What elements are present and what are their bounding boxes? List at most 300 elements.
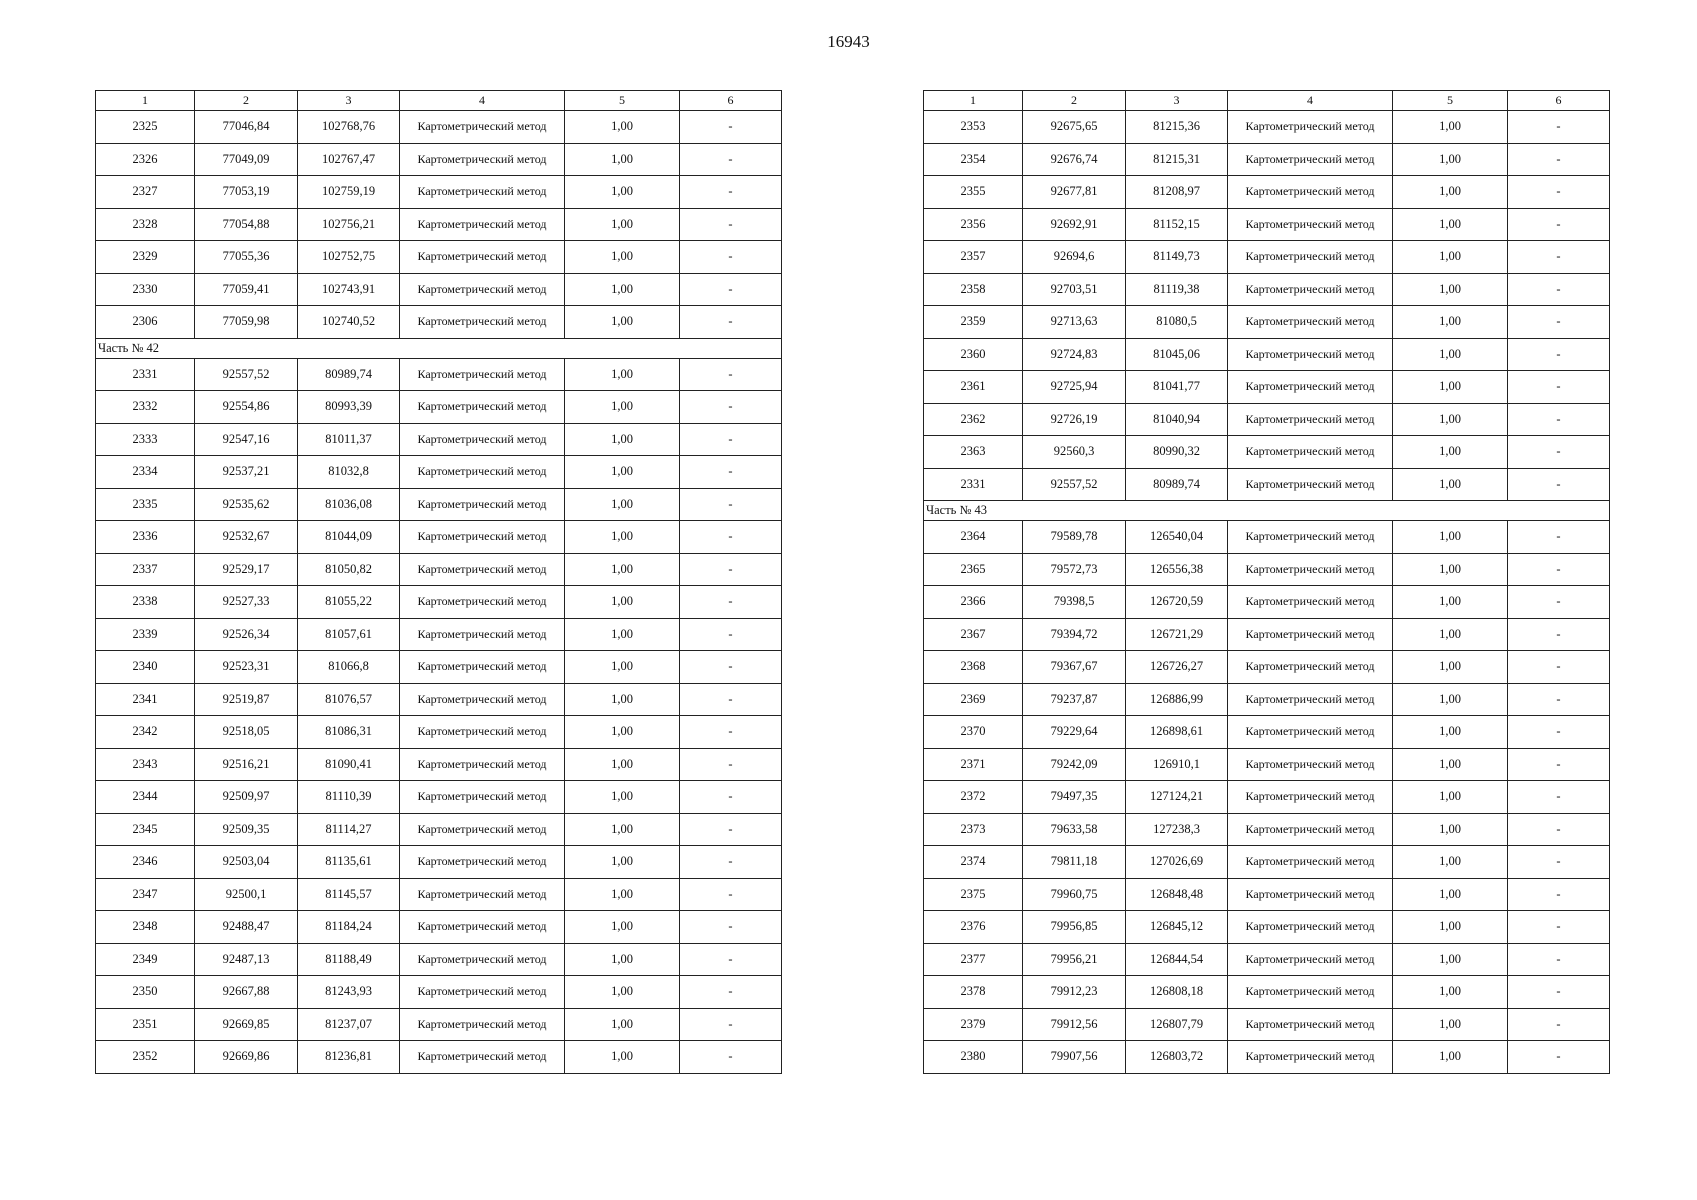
x-coordinate-cell: 92703,51 <box>1023 273 1126 306</box>
x-coordinate-cell: 92725,94 <box>1023 371 1126 404</box>
x-coordinate-cell: 92487,13 <box>195 943 298 976</box>
header-row <box>924 91 1610 111</box>
x-coordinate-cell: 92526,34 <box>195 618 298 651</box>
x-coordinate-cell: 92557,52 <box>195 358 298 391</box>
table-row <box>924 306 1610 339</box>
description-cell: - <box>680 521 782 554</box>
x-coordinate-cell: 92503,04 <box>195 846 298 879</box>
x-coordinate-cell: 92554,86 <box>195 391 298 424</box>
point-number-cell: 2369 <box>924 683 1023 716</box>
accuracy-cell: 1,00 <box>1393 241 1508 274</box>
method-cell: Картометрический метод <box>1228 878 1393 911</box>
x-coordinate-cell: 92677,81 <box>1023 176 1126 209</box>
table-row <box>96 911 782 944</box>
x-coordinate-cell: 92518,05 <box>195 716 298 749</box>
method-cell: Картометрический метод <box>400 878 565 911</box>
method-cell: Картометрический метод <box>1228 306 1393 339</box>
accuracy-cell: 1,00 <box>1393 1008 1508 1041</box>
description-cell: - <box>680 878 782 911</box>
x-coordinate-cell: 79497,35 <box>1023 781 1126 814</box>
point-number-cell: 2347 <box>96 878 195 911</box>
point-number-cell: 2337 <box>96 553 195 586</box>
point-number-cell: 2342 <box>96 716 195 749</box>
accuracy-cell: 1,00 <box>565 143 680 176</box>
table-row <box>924 468 1610 501</box>
x-coordinate-cell: 79956,85 <box>1023 911 1126 944</box>
y-coordinate-cell: 81045,06 <box>1126 338 1228 371</box>
table-row <box>96 781 782 814</box>
x-coordinate-cell: 77059,41 <box>195 273 298 306</box>
column-header: 3 <box>1126 91 1228 111</box>
table-row <box>96 813 782 846</box>
x-coordinate-cell: 79572,73 <box>1023 553 1126 586</box>
table-row <box>96 651 782 684</box>
method-cell: Картометрический метод <box>1228 781 1393 814</box>
y-coordinate-cell: 126540,04 <box>1126 521 1228 554</box>
method-cell: Картометрический метод <box>1228 553 1393 586</box>
table-row <box>96 1041 782 1074</box>
y-coordinate-cell: 81041,77 <box>1126 371 1228 404</box>
method-cell: Картометрический метод <box>1228 371 1393 404</box>
y-coordinate-cell: 127026,69 <box>1126 846 1228 879</box>
description-cell: - <box>680 1008 782 1041</box>
y-coordinate-cell: 81044,09 <box>298 521 400 554</box>
description-cell: - <box>680 391 782 424</box>
description-cell: - <box>1508 553 1610 586</box>
table-row <box>924 111 1610 144</box>
method-cell: Картометрический метод <box>1228 436 1393 469</box>
y-coordinate-cell: 81145,57 <box>298 878 400 911</box>
y-coordinate-cell: 102740,52 <box>298 306 400 339</box>
y-coordinate-cell: 126808,18 <box>1126 976 1228 1009</box>
x-coordinate-cell: 92509,35 <box>195 813 298 846</box>
method-cell: Картометрический метод <box>400 716 565 749</box>
method-cell: Картометрический метод <box>1228 521 1393 554</box>
y-coordinate-cell: 81086,31 <box>298 716 400 749</box>
description-cell: - <box>1508 1041 1610 1074</box>
accuracy-cell: 1,00 <box>565 553 680 586</box>
accuracy-cell: 1,00 <box>1393 306 1508 339</box>
accuracy-cell: 1,00 <box>1393 813 1508 846</box>
table-row <box>924 911 1610 944</box>
point-number-cell: 2326 <box>96 143 195 176</box>
x-coordinate-cell: 92532,67 <box>195 521 298 554</box>
point-number-cell: 2356 <box>924 208 1023 241</box>
point-number-cell: 2350 <box>96 976 195 1009</box>
accuracy-cell: 1,00 <box>565 273 680 306</box>
method-cell: Картометрический метод <box>1228 176 1393 209</box>
description-cell: - <box>680 683 782 716</box>
point-number-cell: 2365 <box>924 553 1023 586</box>
description-cell: - <box>1508 273 1610 306</box>
table-row <box>96 586 782 619</box>
point-number-cell: 2367 <box>924 618 1023 651</box>
accuracy-cell: 1,00 <box>1393 403 1508 436</box>
y-coordinate-cell: 81066,8 <box>298 651 400 684</box>
y-coordinate-cell: 80993,39 <box>298 391 400 424</box>
table-row <box>924 813 1610 846</box>
point-number-cell: 2359 <box>924 306 1023 339</box>
accuracy-cell: 1,00 <box>565 391 680 424</box>
point-number-cell: 2364 <box>924 521 1023 554</box>
method-cell: Картометрический метод <box>400 846 565 879</box>
x-coordinate-cell: 92713,63 <box>1023 306 1126 339</box>
y-coordinate-cell: 102768,76 <box>298 111 400 144</box>
point-number-cell: 2329 <box>96 241 195 274</box>
column-header: 4 <box>1228 91 1393 111</box>
method-cell: Картометрический метод <box>400 1041 565 1074</box>
accuracy-cell: 1,00 <box>1393 586 1508 619</box>
column-header: 5 <box>565 91 680 111</box>
accuracy-cell: 1,00 <box>565 586 680 619</box>
method-cell: Картометрический метод <box>1228 338 1393 371</box>
y-coordinate-cell: 126803,72 <box>1126 1041 1228 1074</box>
y-coordinate-cell: 81208,97 <box>1126 176 1228 209</box>
point-number-cell: 2354 <box>924 143 1023 176</box>
y-coordinate-cell: 126807,79 <box>1126 1008 1228 1041</box>
point-number-cell: 2306 <box>96 306 195 339</box>
method-cell: Картометрический метод <box>1228 846 1393 879</box>
point-number-cell: 2370 <box>924 716 1023 749</box>
y-coordinate-cell: 81188,49 <box>298 943 400 976</box>
accuracy-cell: 1,00 <box>1393 911 1508 944</box>
accuracy-cell: 1,00 <box>1393 651 1508 684</box>
table-row <box>96 176 782 209</box>
accuracy-cell: 1,00 <box>1393 468 1508 501</box>
description-cell: - <box>1508 208 1610 241</box>
section-label: Часть № 42 <box>96 338 782 358</box>
method-cell: Картометрический метод <box>400 143 565 176</box>
column-header: 1 <box>96 91 195 111</box>
accuracy-cell: 1,00 <box>565 813 680 846</box>
point-number-cell: 2339 <box>96 618 195 651</box>
description-cell: - <box>680 241 782 274</box>
point-number-cell: 2351 <box>96 1008 195 1041</box>
table-row <box>96 683 782 716</box>
column-header: 6 <box>680 91 782 111</box>
table-row <box>96 241 782 274</box>
method-cell: Картометрический метод <box>400 306 565 339</box>
point-number-cell: 2330 <box>96 273 195 306</box>
coordinates-table-left <box>95 90 782 1074</box>
y-coordinate-cell: 102752,75 <box>298 241 400 274</box>
y-coordinate-cell: 126720,59 <box>1126 586 1228 619</box>
accuracy-cell: 1,00 <box>565 878 680 911</box>
y-coordinate-cell: 126845,12 <box>1126 911 1228 944</box>
table-row <box>924 273 1610 306</box>
y-coordinate-cell: 102767,47 <box>298 143 400 176</box>
y-coordinate-cell: 81152,15 <box>1126 208 1228 241</box>
y-coordinate-cell: 126844,54 <box>1126 943 1228 976</box>
x-coordinate-cell: 92537,21 <box>195 456 298 489</box>
x-coordinate-cell: 92523,31 <box>195 651 298 684</box>
method-cell: Картометрический метод <box>400 553 565 586</box>
x-coordinate-cell: 79907,56 <box>1023 1041 1126 1074</box>
x-coordinate-cell: 92667,88 <box>195 976 298 1009</box>
table-row <box>924 371 1610 404</box>
x-coordinate-cell: 92529,17 <box>195 553 298 586</box>
method-cell: Картометрический метод <box>1228 468 1393 501</box>
x-coordinate-cell: 92692,91 <box>1023 208 1126 241</box>
table-row <box>924 143 1610 176</box>
x-coordinate-cell: 92694,6 <box>1023 241 1126 274</box>
description-cell: - <box>680 488 782 521</box>
description-cell: - <box>680 748 782 781</box>
table-row <box>96 553 782 586</box>
point-number-cell: 2341 <box>96 683 195 716</box>
y-coordinate-cell: 81090,41 <box>298 748 400 781</box>
method-cell: Картометрический метод <box>400 683 565 716</box>
point-number-cell: 2331 <box>96 358 195 391</box>
y-coordinate-cell: 126556,38 <box>1126 553 1228 586</box>
method-cell: Картометрический метод <box>400 618 565 651</box>
description-cell: - <box>1508 468 1610 501</box>
method-cell: Картометрический метод <box>1228 143 1393 176</box>
description-cell: - <box>1508 976 1610 1009</box>
table-row <box>96 273 782 306</box>
description-cell: - <box>1508 618 1610 651</box>
method-cell: Картометрический метод <box>1228 716 1393 749</box>
y-coordinate-cell: 81114,27 <box>298 813 400 846</box>
y-coordinate-cell: 81076,57 <box>298 683 400 716</box>
point-number-cell: 2331 <box>924 468 1023 501</box>
method-cell: Картометрический метод <box>1228 1008 1393 1041</box>
x-coordinate-cell: 79394,72 <box>1023 618 1126 651</box>
table-row <box>96 111 782 144</box>
description-cell: - <box>1508 176 1610 209</box>
table-row <box>924 748 1610 781</box>
x-coordinate-cell: 92669,86 <box>195 1041 298 1074</box>
description-cell: - <box>680 456 782 489</box>
description-cell: - <box>680 176 782 209</box>
table-row <box>96 488 782 521</box>
table-row <box>96 358 782 391</box>
description-cell: - <box>1508 241 1610 274</box>
x-coordinate-cell: 79242,09 <box>1023 748 1126 781</box>
table-row <box>924 553 1610 586</box>
point-number-cell: 2335 <box>96 488 195 521</box>
table-row <box>924 1041 1610 1074</box>
point-number-cell: 2376 <box>924 911 1023 944</box>
accuracy-cell: 1,00 <box>565 651 680 684</box>
method-cell: Картометрический метод <box>400 781 565 814</box>
table-row <box>96 143 782 176</box>
x-coordinate-cell: 92547,16 <box>195 423 298 456</box>
accuracy-cell: 1,00 <box>565 1041 680 1074</box>
y-coordinate-cell: 80989,74 <box>298 358 400 391</box>
point-number-cell: 2344 <box>96 781 195 814</box>
y-coordinate-cell: 81135,61 <box>298 846 400 879</box>
x-coordinate-cell: 92509,97 <box>195 781 298 814</box>
method-cell: Картометрический метод <box>1228 208 1393 241</box>
method-cell: Картометрический метод <box>1228 273 1393 306</box>
column-header: 2 <box>195 91 298 111</box>
point-number-cell: 2352 <box>96 1041 195 1074</box>
y-coordinate-cell: 80989,74 <box>1126 468 1228 501</box>
description-cell: - <box>680 358 782 391</box>
description-cell: - <box>1508 716 1610 749</box>
accuracy-cell: 1,00 <box>565 176 680 209</box>
y-coordinate-cell: 81057,61 <box>298 618 400 651</box>
point-number-cell: 2353 <box>924 111 1023 144</box>
accuracy-cell: 1,00 <box>565 456 680 489</box>
table-row <box>96 456 782 489</box>
point-number-cell: 2366 <box>924 586 1023 619</box>
accuracy-cell: 1,00 <box>565 488 680 521</box>
method-cell: Картометрический метод <box>400 208 565 241</box>
method-cell: Картометрический метод <box>1228 651 1393 684</box>
description-cell: - <box>1508 1008 1610 1041</box>
table-row <box>924 338 1610 371</box>
point-number-cell: 2338 <box>96 586 195 619</box>
point-number-cell: 2343 <box>96 748 195 781</box>
table-row <box>924 521 1610 554</box>
accuracy-cell: 1,00 <box>565 846 680 879</box>
column-header: 4 <box>400 91 565 111</box>
column-header: 1 <box>924 91 1023 111</box>
point-number-cell: 2355 <box>924 176 1023 209</box>
point-number-cell: 2349 <box>96 943 195 976</box>
accuracy-cell: 1,00 <box>565 683 680 716</box>
method-cell: Картометрический метод <box>1228 813 1393 846</box>
x-coordinate-cell: 92726,19 <box>1023 403 1126 436</box>
x-coordinate-cell: 77049,09 <box>195 143 298 176</box>
point-number-cell: 2332 <box>96 391 195 424</box>
x-coordinate-cell: 77055,36 <box>195 241 298 274</box>
x-coordinate-cell: 92675,65 <box>1023 111 1126 144</box>
table-row <box>96 423 782 456</box>
description-cell: - <box>680 976 782 1009</box>
accuracy-cell: 1,00 <box>565 911 680 944</box>
point-number-cell: 2378 <box>924 976 1023 1009</box>
method-cell: Картометрический метод <box>400 748 565 781</box>
table-row <box>924 618 1610 651</box>
point-number-cell: 2379 <box>924 1008 1023 1041</box>
accuracy-cell: 1,00 <box>565 423 680 456</box>
method-cell: Картометрический метод <box>400 423 565 456</box>
y-coordinate-cell: 126721,29 <box>1126 618 1228 651</box>
point-number-cell: 2340 <box>96 651 195 684</box>
point-number-cell: 2325 <box>96 111 195 144</box>
method-cell: Картометрический метод <box>400 813 565 846</box>
table-row <box>924 586 1610 619</box>
y-coordinate-cell: 126726,27 <box>1126 651 1228 684</box>
point-number-cell: 2346 <box>96 846 195 879</box>
table-row <box>96 716 782 749</box>
description-cell: - <box>680 306 782 339</box>
method-cell: Картометрический метод <box>1228 943 1393 976</box>
table-row <box>96 306 782 339</box>
description-cell: - <box>680 273 782 306</box>
table-row <box>96 391 782 424</box>
y-coordinate-cell: 81184,24 <box>298 911 400 944</box>
accuracy-cell: 1,00 <box>565 781 680 814</box>
y-coordinate-cell: 81237,07 <box>298 1008 400 1041</box>
description-cell: - <box>1508 846 1610 879</box>
x-coordinate-cell: 77053,19 <box>195 176 298 209</box>
table-body-right <box>924 111 1610 1074</box>
table-row <box>96 976 782 1009</box>
description-cell: - <box>680 813 782 846</box>
accuracy-cell: 1,00 <box>1393 878 1508 911</box>
y-coordinate-cell: 102743,91 <box>298 273 400 306</box>
accuracy-cell: 1,00 <box>565 306 680 339</box>
point-number-cell: 2361 <box>924 371 1023 404</box>
table-row <box>924 208 1610 241</box>
point-number-cell: 2327 <box>96 176 195 209</box>
accuracy-cell: 1,00 <box>565 1008 680 1041</box>
method-cell: Картометрический метод <box>400 976 565 1009</box>
y-coordinate-cell: 81050,82 <box>298 553 400 586</box>
x-coordinate-cell: 92724,83 <box>1023 338 1126 371</box>
point-number-cell: 2358 <box>924 273 1023 306</box>
y-coordinate-cell: 127238,3 <box>1126 813 1228 846</box>
x-coordinate-cell: 79398,5 <box>1023 586 1126 619</box>
description-cell: - <box>680 553 782 586</box>
method-cell: Картометрический метод <box>400 521 565 554</box>
y-coordinate-cell: 80990,32 <box>1126 436 1228 469</box>
description-cell: - <box>680 846 782 879</box>
y-coordinate-cell: 81110,39 <box>298 781 400 814</box>
point-number-cell: 2374 <box>924 846 1023 879</box>
table-row <box>96 748 782 781</box>
x-coordinate-cell: 79237,87 <box>1023 683 1126 716</box>
accuracy-cell: 1,00 <box>1393 553 1508 586</box>
description-cell: - <box>680 1041 782 1074</box>
table-row <box>924 403 1610 436</box>
y-coordinate-cell: 81055,22 <box>298 586 400 619</box>
point-number-cell: 2372 <box>924 781 1023 814</box>
description-cell: - <box>1508 436 1610 469</box>
method-cell: Картометрический метод <box>1228 1041 1393 1074</box>
x-coordinate-cell: 92535,62 <box>195 488 298 521</box>
table-row <box>924 976 1610 1009</box>
x-coordinate-cell: 92560,3 <box>1023 436 1126 469</box>
y-coordinate-cell: 81243,93 <box>298 976 400 1009</box>
method-cell: Картометрический метод <box>400 358 565 391</box>
description-cell: - <box>1508 943 1610 976</box>
page-number: 16943 <box>827 32 870 51</box>
point-number-cell: 2333 <box>96 423 195 456</box>
table-row <box>96 208 782 241</box>
method-cell: Картометрический метод <box>400 111 565 144</box>
coordinates-table-right <box>923 90 1610 1074</box>
description-cell: - <box>680 423 782 456</box>
x-coordinate-cell: 92669,85 <box>195 1008 298 1041</box>
table-row <box>924 943 1610 976</box>
accuracy-cell: 1,00 <box>565 358 680 391</box>
method-cell: Картометрический метод <box>1228 241 1393 274</box>
description-cell: - <box>1508 683 1610 716</box>
x-coordinate-cell: 92527,33 <box>195 586 298 619</box>
method-cell: Картометрический метод <box>400 176 565 209</box>
point-number-cell: 2360 <box>924 338 1023 371</box>
table-row <box>96 1008 782 1041</box>
accuracy-cell: 1,00 <box>565 111 680 144</box>
table-row <box>924 241 1610 274</box>
description-cell: - <box>680 781 782 814</box>
description-cell: - <box>680 911 782 944</box>
description-cell: - <box>1508 586 1610 619</box>
description-cell: - <box>680 143 782 176</box>
accuracy-cell: 1,00 <box>1393 273 1508 306</box>
description-cell: - <box>1508 878 1610 911</box>
x-coordinate-cell: 77046,84 <box>195 111 298 144</box>
table-row <box>924 436 1610 469</box>
point-number-cell: 2380 <box>924 1041 1023 1074</box>
description-cell: - <box>680 716 782 749</box>
accuracy-cell: 1,00 <box>1393 943 1508 976</box>
